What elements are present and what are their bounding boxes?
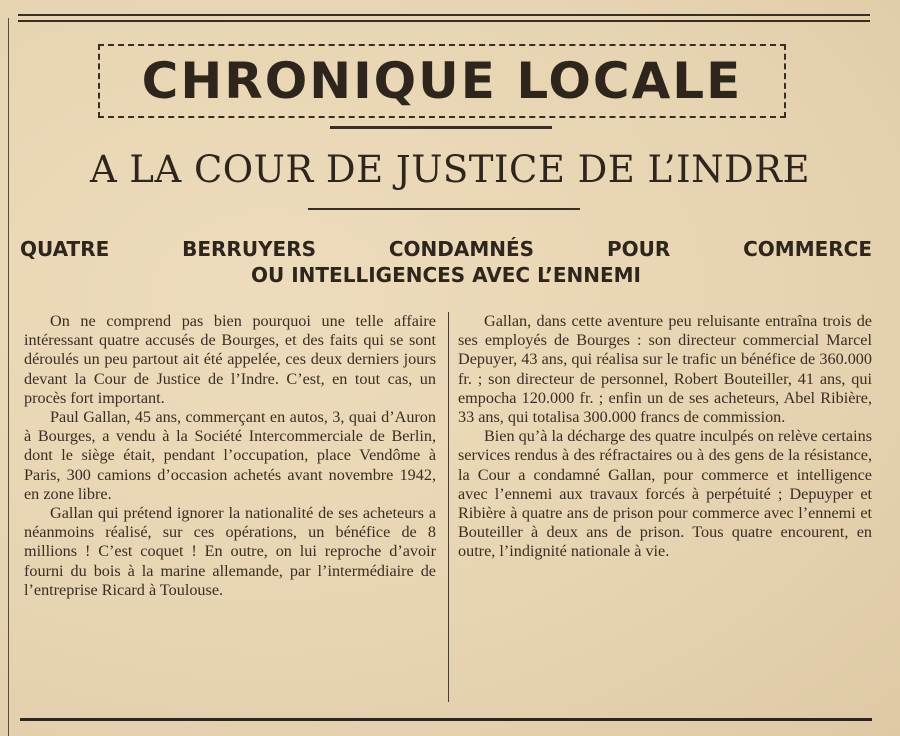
paragraph: Gallan, dans cette aventure peu reluisante entraîna trois de ses employés de Bourges : son directeur commercial Marcel Depuyer, 43 ans, qui réalisa sur le trafic un bénéfice de 360.000 fr. ; son directeur de personnel, Robert Bouteiller, 41 ans, qui empocha 120.000 fr. ; enfin un de ses acheteurs, Abel Ribière, 33 ans, qui totalisa 300.000 francs de commission. [458, 312, 872, 427]
subheadline-line-2: OU INTELLIGENCES AVEC L’ENNEMI [251, 263, 641, 287]
top-double-rule-lower [18, 20, 870, 22]
bottom-rule [20, 718, 872, 721]
article-right-column [458, 312, 872, 562]
paragraph: Gallan qui prétend ignorer la nationalité de ses acheteurs a néanmoins réalisé, sur ces opérations, un bénéfice de 8 millions ! C’est coquet ! En outre, on lui reproche d’avoir fourni du bois à la marine allemande, par l’intermédiaire de l’entreprise Ricard à Toulouse. [24, 504, 436, 599]
title-underline-rule [330, 126, 552, 129]
subheadline-line-1: QUATRE BERRUYERS CONDAMNÉS POUR COMMERCE [20, 237, 872, 261]
article-left-column [24, 312, 436, 600]
section-title-box [98, 44, 786, 118]
top-double-rule-upper [18, 14, 870, 16]
paragraph: Paul Gallan, 45 ans, commerçant en autos, 3, quai d’Auron à Bourges, a vendu à la Société Intercommerciale de Berlin, dont le siège était, pendant l’occupation, place Vendôme à Paris, 300 camions d’occasion achetés avant novembre 1942, en zone libre. [24, 408, 436, 503]
section-title: CHRONIQUE LOCALE [141, 52, 743, 110]
paragraph: On ne comprend pas bien pourquoi une telle affaire intéressant quatre accusés de Bourges, et des faits qui se sont déroulés un peu partout ait été appelée, ces deux derniers jours devant la Cour de Justice de l’Indre. C’est, en tout cas, un procès fort important. [24, 312, 436, 407]
paragraph: Bien qu’à la décharge des quatre inculpés on relève certains services rendus à des réfractaires ou à des gens de la résistance, la Cour a condamné Gallan, pour commerce et intelligence avec l’ennemi aux travaux forcés à perpétuité ; Depuyper et Ribière à quatre ans de prison pour commerce avec l’ennemi et Bouteiller à deux ans de prison. Tous quatre encourent, en outre, l’indignité nationale à vie. [458, 427, 872, 561]
headline-underline-rule [308, 208, 580, 210]
subheadline [20, 236, 872, 288]
headline: A LA COUR DE JUSTICE DE L’INDRE [89, 148, 811, 191]
column-divider [448, 312, 449, 702]
left-margin-rule [8, 18, 9, 736]
